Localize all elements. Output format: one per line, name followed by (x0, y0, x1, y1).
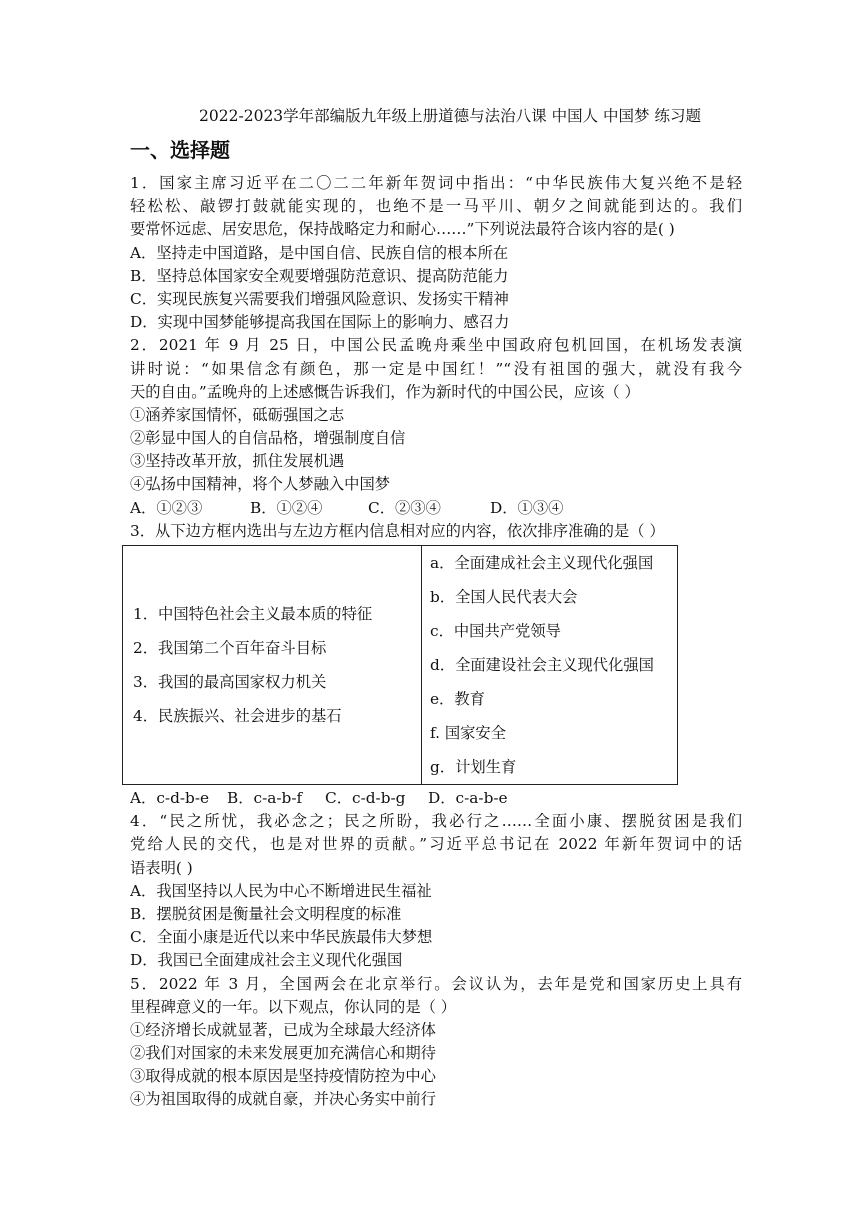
question-2-item: ③坚持改革开放，抓住发展机遇 (130, 452, 345, 471)
question-3 (130, 520, 742, 810)
question-4-stem-line: 4．“民之所忧，我必念之；民之所盼，我必行之……全面小康、摆脱贫困是我们 (130, 812, 742, 831)
matching-right-item: f. 国家安全 (430, 724, 507, 742)
question-3-stem: 3．从下边方框内选出与左边方框内信息相对应的内容，依次排序准确的是（ ） (130, 521, 665, 540)
question-1 (130, 172, 742, 334)
question-4-option-c: C．全面小康是近代以来中华民族最伟大梦想 (130, 928, 433, 947)
matching-right-item: d．全面建设社会主义现代化强国 (430, 656, 654, 674)
question-5-item: ④为祖国取得的成就自豪，并决心务实中前行 (130, 1090, 436, 1109)
matching-table (122, 545, 678, 785)
question-1-stem-line: 要常怀远虑、居安思危，保持战略定力和耐心……”下列说法最符合该内容的是( ) (130, 220, 675, 239)
question-1-option-b: B．坚持总体国家安全观要增强防范意识、提高防范能力 (130, 266, 509, 285)
question-2-options (130, 497, 742, 520)
matching-left-item: 2．我国第二个百年奋斗目标 (133, 639, 327, 657)
question-4-option-d: D．我国已全面建成社会主义现代化强国 (130, 951, 403, 970)
question-3-options (130, 787, 742, 810)
question-list (130, 172, 742, 1112)
matching-right-column (422, 546, 678, 785)
question-3-option-b: B．c-a-b-f (227, 789, 303, 807)
question-3-option-d: D．c-a-b-e (428, 789, 508, 807)
question-5-stem-line: 里程碑意义的一年。以下观点，你认同的是（ ） (130, 997, 457, 1016)
question-4-stem-line: 语表明( ) (130, 858, 193, 877)
question-2 (130, 334, 742, 520)
matching-right-item: a．全面建成社会主义现代化强国 (430, 554, 654, 572)
question-3-option-c: C．c-d-b-g (325, 789, 406, 807)
question-2-option-b: B．①②④ (250, 498, 323, 517)
question-2-stem-line: 2．2021 年 9 月 25 日，中国公民孟晚舟乘坐中国政府包机回国，在机场发表演 (130, 336, 742, 355)
question-1-stem-line: 1．国家主席习近平在二〇二二年新年贺词中指出：“中华民族伟大复兴绝不是轻 (130, 174, 742, 192)
question-1-option-a: A．坚持走中国道路，是中国自信、民族自信的根本所在 (130, 243, 509, 262)
question-2-option-a: A．①②③ (130, 498, 203, 517)
matching-right-item: g．计划生育 (430, 758, 517, 776)
matching-right-item: b．全国人民代表大会 (430, 588, 578, 606)
document-title: 2022-2023学年部编版九年级上册道德与法治八课 中国人 中国梦 练习题 (199, 107, 701, 125)
question-2-item: ②彰显中国人的自信品格，增强制度自信 (130, 429, 406, 448)
question-1-option-c: C．实现民族复兴需要我们增强风险意识、发扬实干精神 (130, 289, 509, 308)
question-5-item: ③取得成就的根本原因是坚持疫情防控为中心 (130, 1067, 436, 1086)
matching-left-item: 3．我国的最高国家权力机关 (133, 673, 327, 691)
question-1-stem-line: 轻松松、敲锣打鼓就能实现的，也绝不是一马平川、朝夕之间就能到达的。我们 (130, 197, 742, 216)
matching-right-item: e．教育 (430, 690, 485, 708)
matching-left-item: 1．中国特色社会主义最本质的特征 (133, 605, 373, 623)
question-5 (130, 973, 742, 1112)
matching-right-item: c．中国共产党领导 (430, 622, 561, 640)
question-5-item: ②我们对国家的未来发展更加充满信心和期待 (130, 1044, 436, 1063)
question-2-option-c: C．②③④ (368, 498, 441, 517)
matching-left-column (123, 546, 422, 785)
question-4-stem-line: 党给人民的交代，也是对世界的贡献。”习近平总书记在 2022 年新年贺词中的话 (130, 835, 742, 854)
question-2-stem-line: 天的自由。”孟晚舟的上述感慨告诉我们，作为新时代的中国公民，应该（ ） (130, 382, 640, 401)
section-heading: 一、选择题 (130, 138, 230, 162)
question-4-option-b: B．摆脱贫困是衡量社会文明程度的标准 (130, 904, 402, 923)
question-2-option-d: D．①③④ (490, 498, 564, 517)
matching-left-item: 4．民族振兴、社会进步的基石 (133, 707, 342, 725)
question-4 (130, 810, 742, 972)
question-5-item: ①经济增长成就显著，已成为全球最大经济体 (130, 1020, 436, 1039)
question-2-item: ①涵养家国情怀，砥砺强国之志 (130, 405, 345, 424)
question-3-option-a: A．c-d-b-e (130, 789, 210, 807)
question-1-option-d: D．实现中国梦能够提高我国在国际上的影响力、感召力 (130, 313, 510, 332)
question-5-stem-line: 5．2022 年 3 月，全国两会在北京举行。会议认为，去年是党和国家历史上具有 (130, 974, 742, 993)
question-2-item: ④弘扬中国精神，将个人梦融入中国梦 (130, 475, 391, 494)
question-2-stem-line: 讲时说：“如果信念有颜色，那一定是中国红！”“没有祖国的强大，就没有我今 (130, 359, 742, 378)
question-4-option-a: A．我国坚持以人民为中心不断增进民生福祉 (130, 881, 432, 900)
